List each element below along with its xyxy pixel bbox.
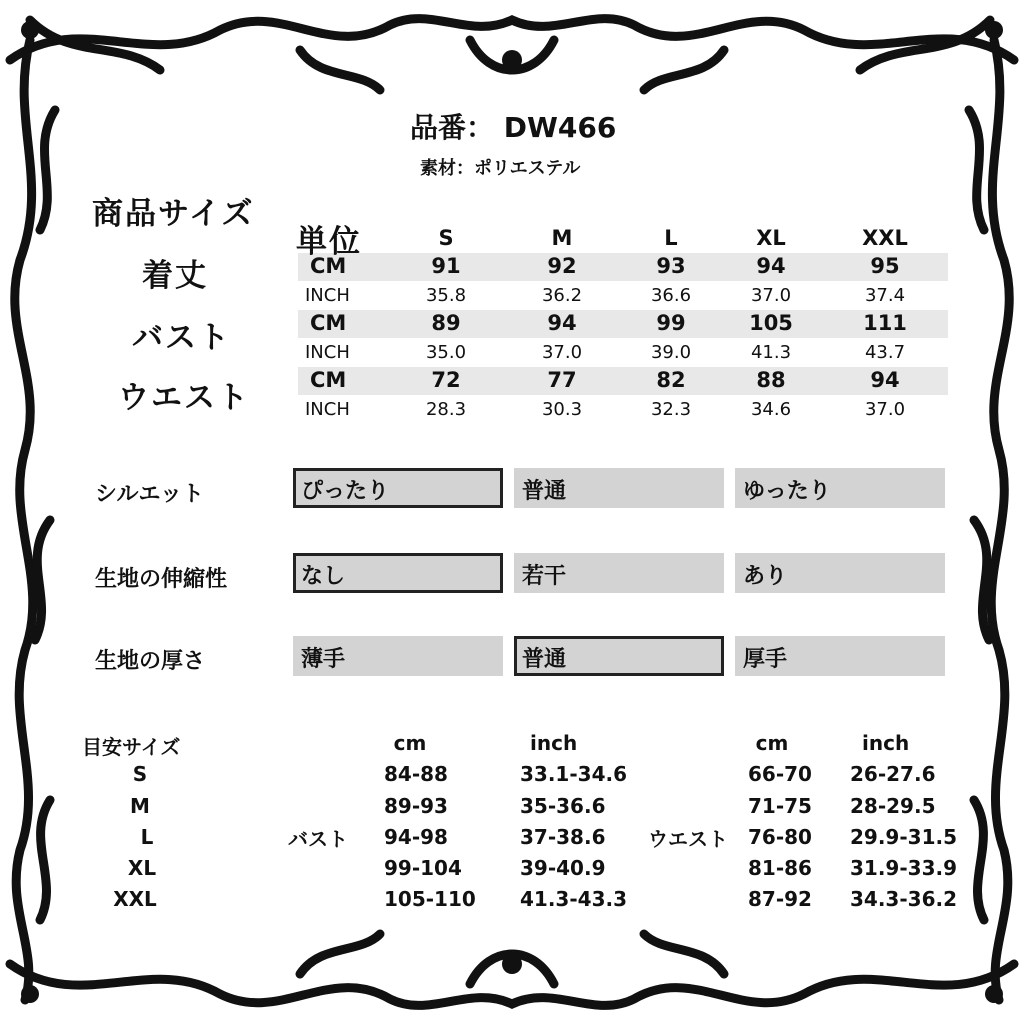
product-number: 品番： DW466 <box>410 111 617 144</box>
bust-inch-m: 37.0 <box>541 342 583 363</box>
attribute-label-stretch: 生地の伸縮性 <box>95 567 228 592</box>
option-silhouette-regular: 普通 <box>514 468 724 508</box>
length-inch-m: 36.2 <box>541 285 583 306</box>
size-header-xxl: XXL <box>862 226 908 250</box>
guide-bust-inch-xl: 39-40.9 <box>520 856 606 880</box>
bust-cm-xl: 105 <box>749 311 793 335</box>
unit-cm: CM <box>310 254 347 278</box>
measurement-label-length: 着丈 <box>142 258 208 294</box>
waist-cm-l: 82 <box>656 368 686 392</box>
bust-inch-l: 39.0 <box>650 342 692 363</box>
unit-inch: INCH <box>305 399 350 420</box>
guide-waist-inch-s: 26-27.6 <box>850 762 936 786</box>
waist-cm-s: 72 <box>431 368 461 392</box>
guide-size-s: S <box>132 762 148 786</box>
guide-waist-inch-l: 29.9-31.5 <box>850 825 957 849</box>
guide-bust-cm-m: 89-93 <box>384 794 448 818</box>
bust-inch-s: 35.0 <box>425 342 467 363</box>
guide-bust-inch-l: 37-38.6 <box>520 825 606 849</box>
unit-inch: INCH <box>305 285 350 306</box>
option-stretch-yes: あり <box>735 553 945 593</box>
bust-inch-xxl: 43.7 <box>864 342 906 363</box>
guide-waist-inch-xxl: 34.3-36.2 <box>850 887 957 911</box>
measurement-label-bust: バスト <box>132 320 231 356</box>
bust-inch-xl: 41.3 <box>750 342 792 363</box>
guide-waist-cm-xl: 81-86 <box>748 856 812 880</box>
option-thickness-thin: 薄手 <box>293 636 503 676</box>
guide-waist-cm-l: 76-80 <box>748 825 812 849</box>
size-header-l: L <box>664 226 678 250</box>
guide-bust-cm-l: 94-98 <box>384 825 448 849</box>
length-inch-xl: 37.0 <box>750 285 792 306</box>
waist-inch-s: 28.3 <box>425 399 467 420</box>
attribute-label-silhouette: シルエット <box>95 482 205 507</box>
guide-bust-label: バスト <box>288 827 348 851</box>
size-header-s: S <box>438 226 454 250</box>
length-inch-xxl: 37.4 <box>864 285 906 306</box>
guide-bust-cm-xxl: 105-110 <box>384 887 476 911</box>
guide-bust-inch-header: inch <box>530 731 578 755</box>
option-stretch-none: なし <box>293 553 503 593</box>
length-cm-xl: 94 <box>756 254 786 278</box>
waist-cm-m: 77 <box>547 368 577 392</box>
measurement-label-waist: ウエスト <box>118 380 250 416</box>
guide-waist-cm-s: 66-70 <box>748 762 812 786</box>
guide-bust-inch-s: 33.1-34.6 <box>520 762 627 786</box>
option-thickness-thick: 厚手 <box>735 636 945 676</box>
length-cm-m: 92 <box>547 254 577 278</box>
size-header-xl: XL <box>756 226 786 250</box>
guide-size-m: M <box>130 794 150 818</box>
guide-waist-cm-xxl: 87-92 <box>748 887 812 911</box>
material-text: 素材：ポリエステル <box>420 158 581 179</box>
waist-inch-m: 30.3 <box>541 399 583 420</box>
guide-waist-label: ウエスト <box>648 827 728 851</box>
bust-cm-l: 99 <box>656 311 686 335</box>
guide-bust-cm-xl: 99-104 <box>384 856 462 880</box>
guide-size-l: L <box>140 825 154 849</box>
guide-waist-cm-m: 71-75 <box>748 794 812 818</box>
unit-cm: CM <box>310 368 347 392</box>
option-thickness-regular: 普通 <box>514 636 724 676</box>
waist-cm-xl: 88 <box>756 368 786 392</box>
option-silhouette-fitted: ぴったり <box>293 468 503 508</box>
bust-cm-m: 94 <box>547 311 577 335</box>
bust-cm-s: 89 <box>431 311 461 335</box>
length-cm-xxl: 95 <box>870 254 900 278</box>
attribute-label-thickness: 生地の厚さ <box>95 649 206 674</box>
option-stretch-slight: 若干 <box>514 553 724 593</box>
waist-inch-xxl: 37.0 <box>864 399 906 420</box>
guide-waist-inch-m: 28-29.5 <box>850 794 936 818</box>
guide-bust-inch-xxl: 41.3-43.3 <box>520 887 627 911</box>
length-inch-l: 36.6 <box>650 285 692 306</box>
bust-cm-xxl: 111 <box>863 311 907 335</box>
option-silhouette-loose: ゆったり <box>735 468 945 508</box>
guide-waist-inch-header: inch <box>862 731 910 755</box>
guide-waist-cm-header: cm <box>755 731 789 755</box>
length-cm-s: 91 <box>431 254 461 278</box>
unit-label: 単位 <box>296 224 362 260</box>
guide-bust-inch-m: 35-36.6 <box>520 794 606 818</box>
size-header-m: M <box>551 226 573 250</box>
unit-cm: CM <box>310 311 347 335</box>
unit-inch: INCH <box>305 342 350 363</box>
waist-cm-xxl: 94 <box>870 368 900 392</box>
waist-inch-xl: 34.6 <box>750 399 792 420</box>
guide-waist-inch-xl: 31.9-33.9 <box>850 856 957 880</box>
guide-size-xl: XL <box>127 856 157 880</box>
length-cm-l: 93 <box>656 254 686 278</box>
product-size-label: 商品サイズ <box>92 196 255 232</box>
length-inch-s: 35.8 <box>425 285 467 306</box>
waist-inch-l: 32.3 <box>650 399 692 420</box>
guide-size-xxl: XXL <box>113 887 157 911</box>
guide-bust-cm-s: 84-88 <box>384 762 448 786</box>
guide-size-title: 目安サイズ <box>82 735 181 759</box>
guide-bust-cm-header: cm <box>393 731 427 755</box>
